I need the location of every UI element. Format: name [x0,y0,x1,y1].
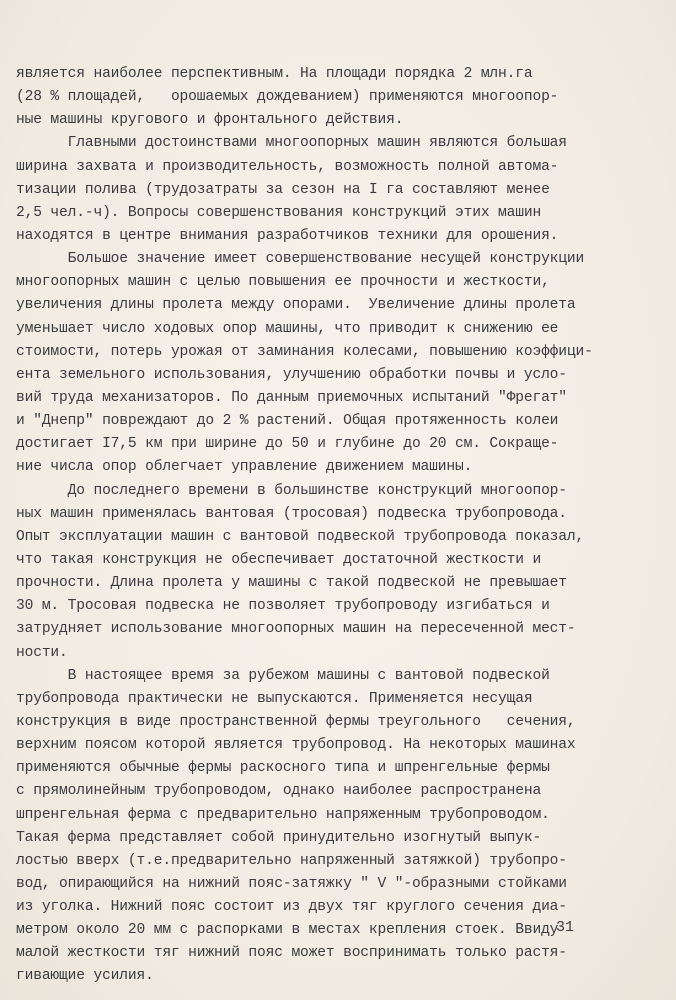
text-line: и "Днепр" повреждают до 2 % растений. Общая протяженность колеи [16,413,559,430]
text-line: В настоящее время за рубежом машины с вантовой подвеской [16,667,550,684]
text-line: Главными достоинствами многоопорных машин являются большая [16,135,567,152]
text-line: трубопровода практически не выпускаются. Применяется несущая [16,690,533,707]
text-line: достигает I7,5 км при ширине до 50 и глубине до 20 см. Сокраще- [16,436,559,453]
text-line: конструкция в виде пространственной фермы треугольного сечения, [16,713,576,730]
text-line: с прямолинейным трубопроводом, однако наиболее распространена [16,783,542,800]
text-line: находятся в центре внимания разработчиков техники для орошения. [16,227,559,244]
text-line: гивающие усилия. [16,968,154,985]
text-line: верхним поясом которой является трубопровод. На некоторых машинах [16,737,576,754]
text-line: вод, опирающийся на нижний пояс-затяжку " V "-образными стойками [16,875,567,892]
text-line: Опыт эксплуатации машин с вантовой подвеской трубопровода показал, [16,528,585,545]
text-line: стоимости, потерь урожая от заминания колесами, повышению коэффици- [16,343,593,360]
text-line: До последнего времени в большинстве конструкций многоопор- [16,482,567,499]
text-line: 2,5 чел.-ч). Вопросы совершенствования конструкций этих машин [16,204,542,221]
text-line: шпренгельная ферма с предварительно напряженным трубопроводом. [16,806,550,823]
text-line: вий труда механизаторов. По данным приемочных испытаний "Фрегат" [16,389,567,406]
body-text [16,63,593,989]
text-line: увеличения длины пролета между опорами. Увеличение длины пролета [16,297,576,314]
text-line: малой жесткости тяг нижний пояс может воспринимать только растя- [16,945,567,962]
text-line: Такая ферма представляет собой принудительно изогнутый выпук- [16,829,542,846]
text-line: ние числа опор облегчает управление движением машины. [16,459,473,476]
text-line: ента земельного использования, улучшению обработки почвы и усло- [16,366,567,383]
page-number: 31 [556,919,575,936]
text-line: (28 % площадей, орошаемых дождеванием) применяются многоопор- [16,89,559,106]
text-line: применяются обычные фермы раскосного типа и шпренгельные фермы [16,760,550,777]
text-line: 30 м. Тросовая подвеска не позволяет трубопроводу изгибаться и [16,598,550,615]
text-line: уменьшает число ходовых опор машины, что приводит к снижению ее [16,320,559,337]
text-line: затрудняет использование многоопорных машин на пересеченной мест- [16,621,576,638]
text-line: многоопорных машин с целью повышения ее прочности и жесткости, [16,274,550,291]
text-line: лостью вверх (т.е.предварительно напряженный затяжкой) трубопро- [16,852,567,869]
text-line: метром около 20 мм с распорками в местах крепления стоек. Ввиду [16,922,559,939]
text-line: из уголка. Нижний пояс состоит из двух тяг круглого сечения диа- [16,899,567,916]
text-line: тизации полива (трудозатраты за сезон на I га составляют менее [16,181,550,198]
text-line: ширина захвата и производительность, возможность полной автома- [16,158,559,175]
text-line: прочности. Длина пролета у машины с такой подвеской не превышает [16,575,567,592]
text-line: что такая конструкция не обеспечивает достаточной жесткости и [16,551,542,568]
text-line: ные машины кругового и фронтального действия. [16,112,404,129]
text-line: является наиболее перспективным. На площади порядка 2 млн.га [16,66,533,82]
text-line: ности. [16,644,68,661]
text-line: Большое значение имеет совершенствование несущей конструкции [16,251,585,268]
text-line: ных машин применялась вантовая (тросовая) подвеска трубопровода. [16,505,567,522]
